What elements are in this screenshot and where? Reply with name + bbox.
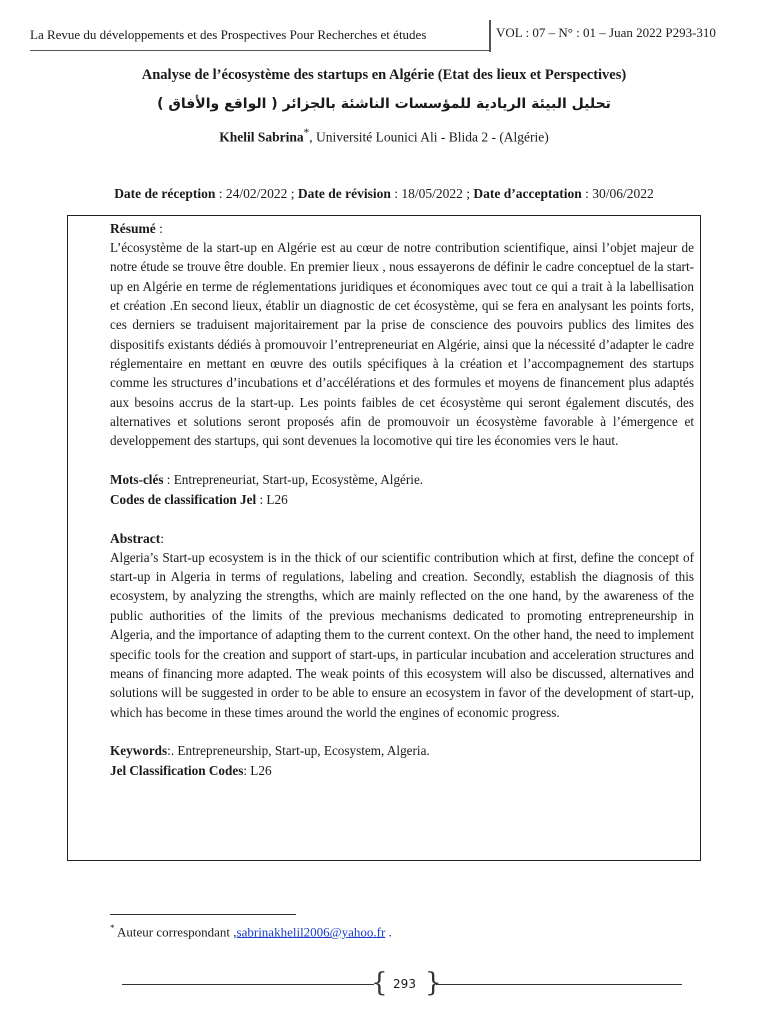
- abstract-heading-text: Abstract: [110, 530, 161, 546]
- reception-date: : 24/02/2022 ;: [215, 186, 298, 201]
- footnote-text: Auteur correspondant ,: [114, 924, 237, 940]
- header-rule: [30, 50, 489, 51]
- abstract-text: Algeria’s Start-up ecosystem is in the thick of our scientific contribution which at first, define the concept of start-up in Algeria in terms of regulations, labeling and creation. Secondly, establish the diagnosis of this ecosystem, by analyzing the strengths, which are mainly reflected on the one hand, by the awareness of the public authorities of the limits of the previous mechanisms dedicated to promoting entrepreneurship in Algeria, and the importance of adapting them to the current context. On the other hand, the need to implement specific tools for the creation and support of start-ups, in particular incubation and acceleration structures and means of financing more adapted. The weak points of this ecosystem will also be discussed, alternatives and solutions will be suggested in order to be able to ensure an ecosystem in favor of the development of start-up, which has become in these times around the world the engines of economic progress.: [110, 549, 694, 720]
- author-name: Khelil Sabrina: [219, 129, 304, 145]
- right-brace-icon: }: [425, 968, 442, 998]
- abstract-box: [67, 215, 701, 861]
- footnote-rule: [110, 914, 296, 915]
- keywords-french-label: Mots-clés: [110, 471, 164, 487]
- jel-english-value: : L26: [243, 762, 272, 778]
- abstract-heading-suffix: :: [160, 530, 165, 546]
- journal-title: La Revue du développements et des Prospectives Pour Recherches et études: [30, 27, 427, 42]
- resume-heading-text: Résumé: [110, 221, 156, 236]
- revision-label: Date de révision: [297, 186, 391, 201]
- jel-codes-english: [110, 761, 694, 781]
- reception-label: Date de réception: [114, 186, 216, 201]
- abstract-heading: [110, 529, 694, 548]
- author-line: [0, 127, 768, 146]
- keywords-french-value: : Entrepreneuriat, Start-up, Ecosystème, Algérie.: [163, 471, 424, 487]
- paper-title-arabic: تحليل البيئة الريادية للمؤسسات الناشئة بالجزائر ( الواقع والأفاق ): [157, 96, 611, 112]
- resume-heading-suffix: :: [155, 221, 163, 236]
- keywords-english-label: Keywords: [110, 742, 168, 758]
- footer-line-right: [436, 984, 682, 985]
- keywords-english-value: :. Entrepreneurship, Start-up, Ecosystem, Algeria.: [167, 742, 430, 758]
- footnote-marker: *: [110, 923, 115, 933]
- footer-line-left: [122, 984, 374, 985]
- acceptance-date: : 30/06/2022: [581, 186, 654, 201]
- footnote: [110, 923, 392, 940]
- page-number: 293: [393, 977, 416, 991]
- jel-french-label: Codes de classification Jel: [110, 491, 257, 507]
- jel-codes-french: [110, 490, 694, 510]
- jel-french-value: : L26: [256, 491, 288, 507]
- header-divider: [489, 20, 491, 52]
- author-email-link[interactable]: sabrinakhelil2006@yahoo.fr: [236, 924, 386, 940]
- jel-english-label: Jel Classification Codes: [110, 762, 244, 778]
- submission-dates: [0, 186, 768, 202]
- revision-date: : 18/05/2022 ;: [390, 186, 474, 201]
- issue-info: VOL : 07 – N° : 01 – Juan 2022 P293-310: [496, 25, 716, 40]
- resume-heading: [110, 219, 694, 238]
- keywords-french: [110, 470, 694, 490]
- footnote-end: .: [385, 924, 392, 940]
- left-brace-icon: {: [371, 968, 388, 998]
- acceptance-label: Date d’acceptation: [473, 186, 582, 201]
- resume-text: L’écosystème de la start-up en Algérie est au cœur de notre contribution scientifique, ainsi l’objet majeur de notre étude se trouve être double. En premier lieux , nous essayerons de définir le cadre conceptuel de la start-up en Algérie en terme de réglementations juridiques et économiques avec tout ce qui a trait à la labellisation et création .En second lieux, établir un diagnostic de cet écosystème, qui se fera en analysant les points forts, ces derniers se traduisent majoritairement par la prise de conscience des pouvoirs publics des limites des dispositifs existants dédiés à promouvoir l’entrepreneuriat en Algérie, ainsi que la nécessité d’adapter le cadre réglementaire en mettant en œuvre des outils spécifiques à la création et l’accompagnement des startups comme les structures d’incubations et d’accélérations et des formules et moyens de financement plus adaptés aux besoins accrus de la start-up. Les points faibles de cet écosystème qui seront également discutés, des alternatives et solutions seront proposés afin de promouvoir un écosystème favorable à l’émergence et developpement des startups, qui sont devenues la locomotive qui tire les économies vers le haut.: [110, 240, 694, 449]
- author-affiliation: , Université Lounici Ali - Blida 2 - (Algérie): [309, 129, 549, 145]
- keywords-english: [110, 741, 694, 761]
- author-marker: *: [303, 127, 310, 139]
- paper-title-french: Analyse de l’écosystème des startups en Algérie (Etat des lieux et Perspectives): [141, 67, 627, 83]
